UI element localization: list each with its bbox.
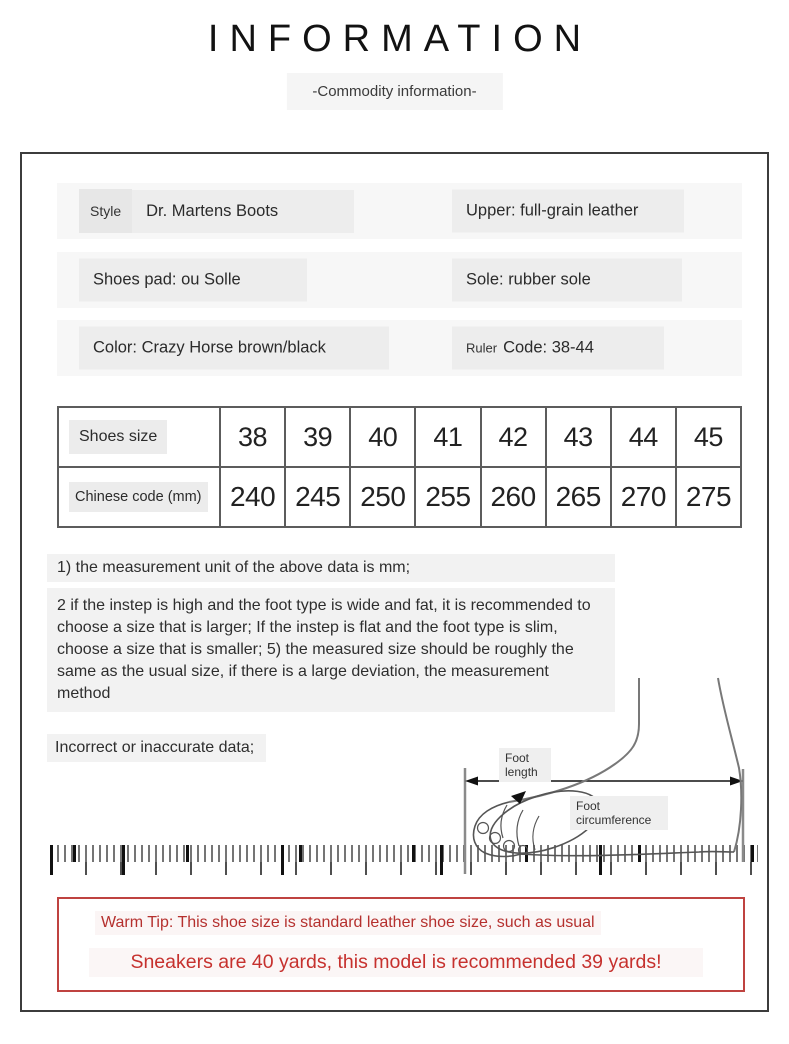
foot-diagram <box>447 650 769 886</box>
front-leg-line <box>509 678 639 802</box>
info-row-style <box>57 183 742 239</box>
size-row <box>58 407 741 467</box>
sole-value: Sole: rubber sole <box>452 259 682 302</box>
page-title: INFORMATION <box>207 18 593 60</box>
note-inaccurate-data: Incorrect or inaccurate data; <box>47 734 266 762</box>
code-row <box>58 467 741 527</box>
size-cell: 41 <box>415 407 480 467</box>
upper-cell <box>452 190 684 233</box>
code-cell: 250 <box>350 467 415 527</box>
code-cell: 275 <box>676 467 741 527</box>
code-cell: 265 <box>546 467 611 527</box>
warm-tip-line2: Sneakers are 40 yards, this model is recommended 39 yards! <box>89 948 703 977</box>
warm-tip-line1: Warm Tip: This shoe size is standard leather shoe size, such as usual <box>95 911 601 935</box>
ruler-code-value <box>452 327 664 370</box>
page-subtitle: -Commodity information- <box>286 73 502 110</box>
code-cell: 270 <box>611 467 676 527</box>
style-label: Style <box>79 189 132 233</box>
ruler-label: Ruler <box>466 340 498 356</box>
toe-line <box>501 805 507 838</box>
shoes-pad-value: Shoes pad: ou Solle <box>79 259 307 302</box>
toe-line <box>517 810 523 846</box>
style-cell <box>79 189 354 233</box>
warm-tip-box <box>57 897 745 992</box>
size-cell: 42 <box>481 407 546 467</box>
shoes-pad-cell <box>79 259 307 302</box>
toe-tip <box>504 841 515 852</box>
upper-value: Upper: full-grain leather <box>452 190 684 233</box>
size-table <box>57 406 742 528</box>
info-row-color-code <box>57 320 742 376</box>
code-cell: 240 <box>220 467 285 527</box>
toe-line <box>533 816 539 850</box>
style-value: Dr. Martens Boots <box>132 190 354 233</box>
note-size-advice: 2 if the instep is high and the foot type is wide and fat, it is recommended to choose a size that is larger; If the instep is flat and the foot type is slim, choose a size that is smaller; 5) the measured size should be roughly the same as the usual size, if there is a large deviation, the measurement method <box>47 588 615 712</box>
back-leg-line <box>718 678 741 852</box>
code-cell: 260 <box>481 467 546 527</box>
code-cell: 255 <box>415 467 480 527</box>
foot-circumference-label: Foot circumference <box>570 796 668 830</box>
color-value: Color: Crazy Horse brown/black <box>79 327 389 370</box>
size-cell: 45 <box>676 407 741 467</box>
foot-length-label: Foot length <box>499 748 551 782</box>
code-cell: 245 <box>285 467 350 527</box>
note-measurement-unit: 1) the measurement unit of the above data is mm; <box>47 554 615 582</box>
size-cell: 40 <box>350 407 415 467</box>
size-cell: 38 <box>220 407 285 467</box>
color-cell <box>79 327 389 370</box>
size-cell: 44 <box>611 407 676 467</box>
main-panel <box>20 152 769 1012</box>
ruler-code-cell <box>452 327 664 370</box>
info-row-pad-sole <box>57 252 742 308</box>
code-row-label: Chinese code (mm) <box>69 482 208 512</box>
size-cell: 43 <box>546 407 611 467</box>
arrowhead-left <box>465 777 478 786</box>
size-row-label: Shoes size <box>69 420 167 454</box>
sole-cell <box>452 259 682 302</box>
code-range: Code: 38-44 <box>503 338 594 357</box>
toe-tip <box>478 823 489 834</box>
size-cell: 39 <box>285 407 350 467</box>
